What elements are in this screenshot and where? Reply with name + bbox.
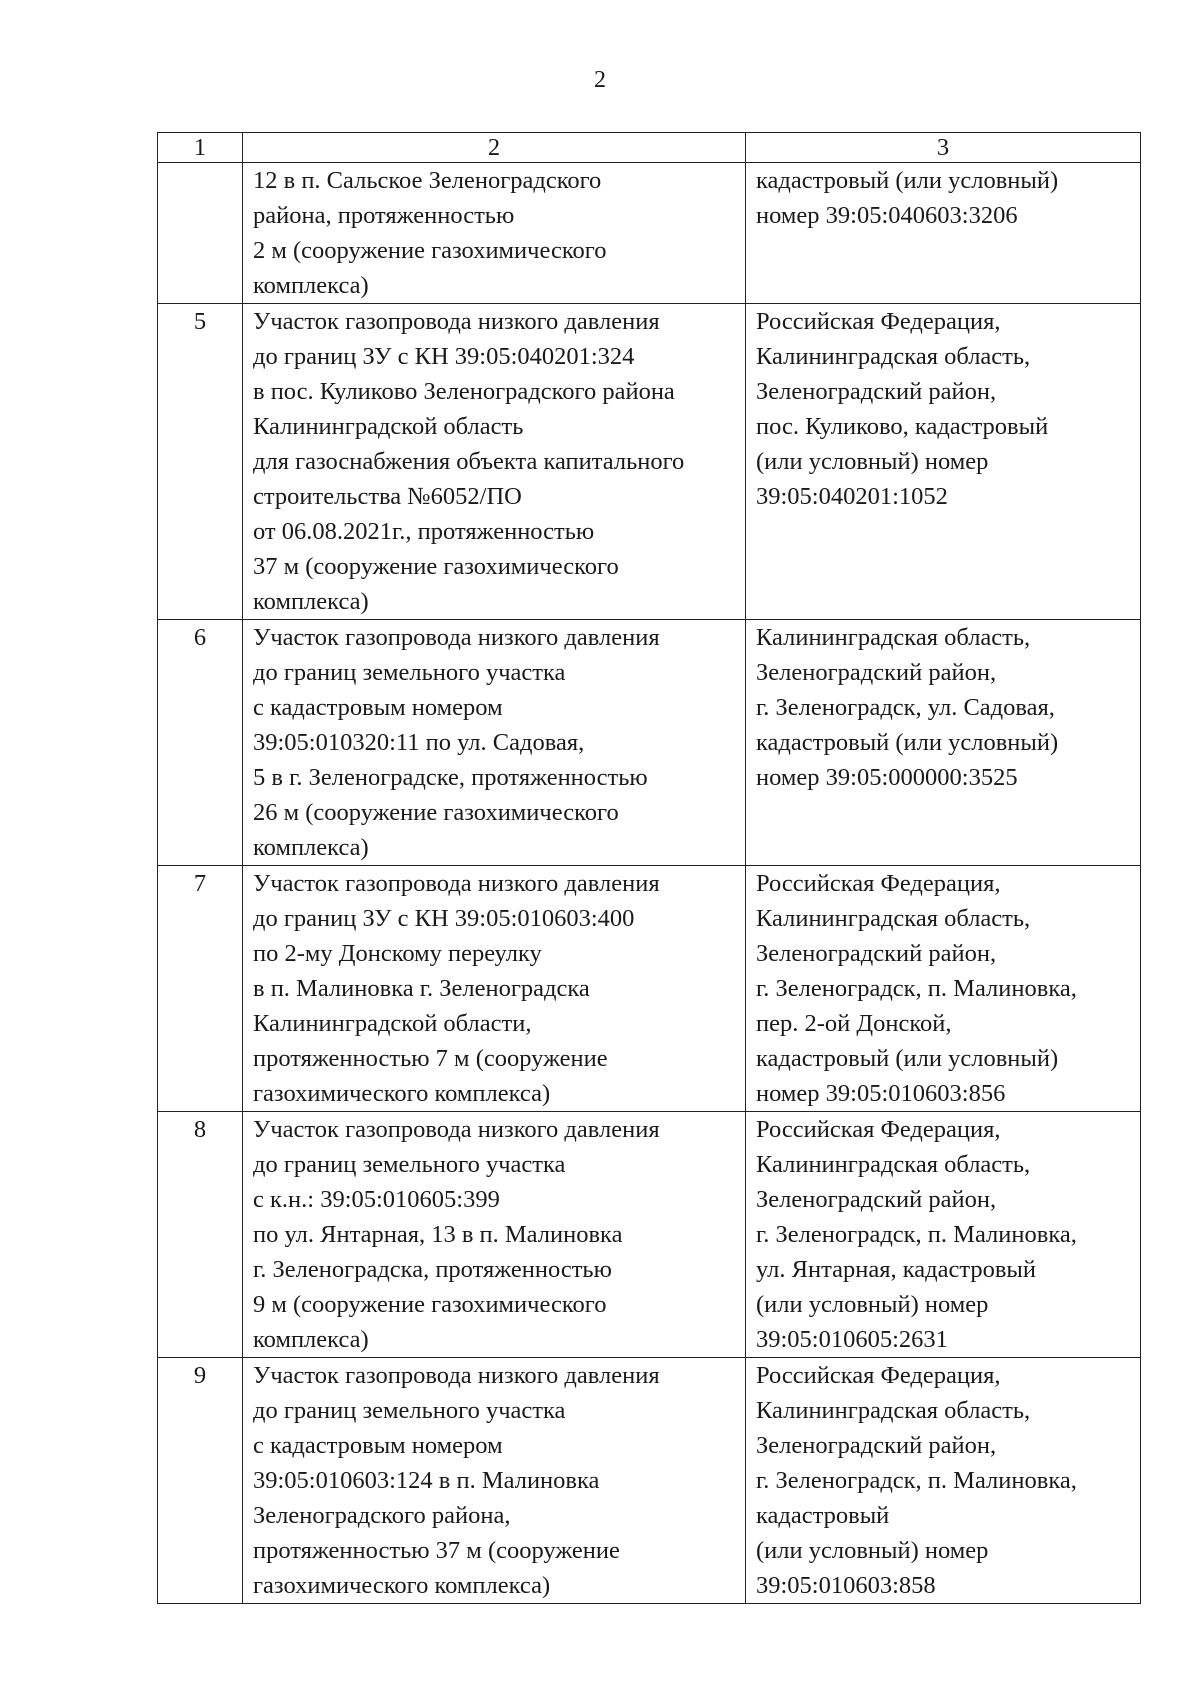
row-number-cell: 8	[158, 1112, 243, 1358]
location-line: ул. Янтарная, кадастровый	[756, 1256, 1037, 1283]
description-line: г. Зеленоградска, протяженностью	[253, 1256, 612, 1283]
description-line: до границ земельного участка	[253, 1397, 566, 1424]
description-line: по ул. Янтарная, 13 в п. Малиновка	[253, 1221, 623, 1248]
location-line: Российская Федерация,	[756, 1116, 1001, 1143]
description-line: района, протяженностью	[253, 202, 515, 229]
location-cell	[746, 163, 1141, 304]
description-line: 37 м (сооружение газохимического	[253, 553, 619, 580]
description-line: комплекса)	[253, 1326, 369, 1353]
description-cell	[243, 304, 746, 620]
column-header-2: 2	[243, 133, 746, 163]
location-line: кадастровый (или условный)	[756, 167, 1059, 194]
location-line: (или условный) номер	[756, 1291, 989, 1318]
description-line: до границ земельного участка	[253, 659, 566, 686]
description-line: Зеленоградского района,	[253, 1502, 511, 1529]
location-line: Зеленоградский район,	[756, 1186, 997, 1213]
location-cell	[746, 620, 1141, 866]
table-row	[158, 304, 1141, 620]
location-line: 39:05:010603:858	[756, 1572, 936, 1599]
location-cell	[746, 866, 1141, 1112]
table-row	[158, 620, 1141, 866]
location-cell	[746, 1358, 1141, 1604]
location-line: кадастровый	[756, 1502, 890, 1529]
description-line: 2 м (сооружение газохимического	[253, 237, 607, 264]
objects-table	[157, 132, 1141, 1604]
table-header-row	[158, 133, 1141, 163]
description-line: 9 м (сооружение газохимического	[253, 1291, 607, 1318]
description-line: протяженностью 7 м (сооружение	[253, 1045, 608, 1072]
location-line: пос. Куликово, кадастровый	[756, 413, 1049, 440]
location-line: Зеленоградский район,	[756, 1432, 997, 1459]
table-body	[158, 133, 1141, 1604]
location-line: г. Зеленоградск, п. Малиновка,	[756, 1467, 1077, 1494]
row-number-cell: 9	[158, 1358, 243, 1604]
location-cell	[746, 1112, 1141, 1358]
description-line: 5 в г. Зеленоградске, протяженностью	[253, 764, 648, 791]
description-line: 12 в п. Сальское Зеленоградского	[253, 167, 602, 194]
description-line: с кадастровым номером	[253, 694, 503, 721]
location-line: Калининградская область,	[756, 1151, 1031, 1178]
description-line: газохимического комплекса)	[253, 1572, 551, 1599]
row-number-cell: 5	[158, 304, 243, 620]
description-cell	[243, 1112, 746, 1358]
row-number-cell: 6	[158, 620, 243, 866]
location-line: кадастровый (или условный)	[756, 1045, 1059, 1072]
location-line: Зеленоградский район,	[756, 659, 997, 686]
location-line: Калининградская область,	[756, 343, 1031, 370]
table-row	[158, 866, 1141, 1112]
description-line: от 06.08.2021г., протяженностью	[253, 518, 595, 545]
location-line: Зеленоградский район,	[756, 940, 997, 967]
description-line: в пос. Куликово Зеленоградского района	[253, 378, 675, 405]
description-line: до границ земельного участка	[253, 1151, 566, 1178]
row-number-cell: 7	[158, 866, 243, 1112]
description-line: протяженностью 37 м (сооружение	[253, 1537, 620, 1564]
description-line: комплекса)	[253, 834, 369, 861]
location-line: г. Зеленоградск, п. Малиновка,	[756, 1221, 1077, 1248]
location-line: Калининградская область,	[756, 905, 1031, 932]
page-number: 2	[594, 67, 606, 93]
description-line: по 2-му Донскому переулку	[253, 940, 542, 967]
location-line: номер 39:05:000000:3525	[756, 764, 1018, 791]
location-line: 39:05:010605:2631	[756, 1326, 948, 1353]
description-line: комплекса)	[253, 588, 369, 615]
description-line: комплекса)	[253, 272, 369, 299]
description-line: в п. Малиновка г. Зеленоградска	[253, 975, 590, 1002]
description-cell	[243, 866, 746, 1112]
description-line: Участок газопровода низкого давления	[253, 870, 660, 897]
location-line: 39:05:040201:1052	[756, 483, 948, 510]
description-line: Калининградской области,	[253, 1010, 532, 1037]
column-header-1: 1	[158, 133, 243, 163]
description-line: газохимического комплекса)	[253, 1080, 551, 1107]
description-line: 39:05:010320:11 по ул. Садовая,	[253, 729, 585, 756]
description-line: до границ ЗУ с КН 39:05:010603:400	[253, 905, 635, 932]
description-line: до границ ЗУ с КН 39:05:040201:324	[253, 343, 635, 370]
description-line: Калининградской область	[253, 413, 524, 440]
location-line: номер 39:05:040603:3206	[756, 202, 1018, 229]
description-line: Участок газопровода низкого давления	[253, 1362, 660, 1389]
description-line: с кадастровым номером	[253, 1432, 503, 1459]
description-cell	[243, 163, 746, 304]
location-line: г. Зеленоградск, п. Малиновка,	[756, 975, 1077, 1002]
description-cell	[243, 1358, 746, 1604]
location-line: Зеленоградский район,	[756, 378, 997, 405]
table-row	[158, 1358, 1141, 1604]
location-line: (или условный) номер	[756, 1537, 989, 1564]
location-line: Российская Федерация,	[756, 1362, 1001, 1389]
location-line: Российская Федерация,	[756, 308, 1001, 335]
location-line: пер. 2-ой Донской,	[756, 1010, 952, 1037]
description-line: Участок газопровода низкого давления	[253, 624, 660, 651]
column-header-3: 3	[746, 133, 1141, 163]
location-line: кадастровый (или условный)	[756, 729, 1059, 756]
description-line: 26 м (сооружение газохимического	[253, 799, 619, 826]
description-line: 39:05:010603:124 в п. Малиновка	[253, 1467, 600, 1494]
location-line: Калининградская область,	[756, 624, 1031, 651]
table-row	[158, 163, 1141, 304]
description-cell	[243, 620, 746, 866]
location-cell	[746, 304, 1141, 620]
row-number-cell	[158, 163, 243, 304]
description-line: Участок газопровода низкого давления	[253, 308, 660, 335]
description-line: с к.н.: 39:05:010605:399	[253, 1186, 500, 1213]
location-line: Калининградская область,	[756, 1397, 1031, 1424]
description-line: для газоснабжения объекта капитального	[253, 448, 685, 475]
location-line: номер 39:05:010603:856	[756, 1080, 1006, 1107]
description-line: Участок газопровода низкого давления	[253, 1116, 660, 1143]
location-line: г. Зеленоградск, ул. Садовая,	[756, 694, 1055, 721]
description-line: строительства №6052/ПО	[253, 483, 522, 510]
location-line: (или условный) номер	[756, 448, 989, 475]
location-line: Российская Федерация,	[756, 870, 1001, 897]
table-row	[158, 1112, 1141, 1358]
